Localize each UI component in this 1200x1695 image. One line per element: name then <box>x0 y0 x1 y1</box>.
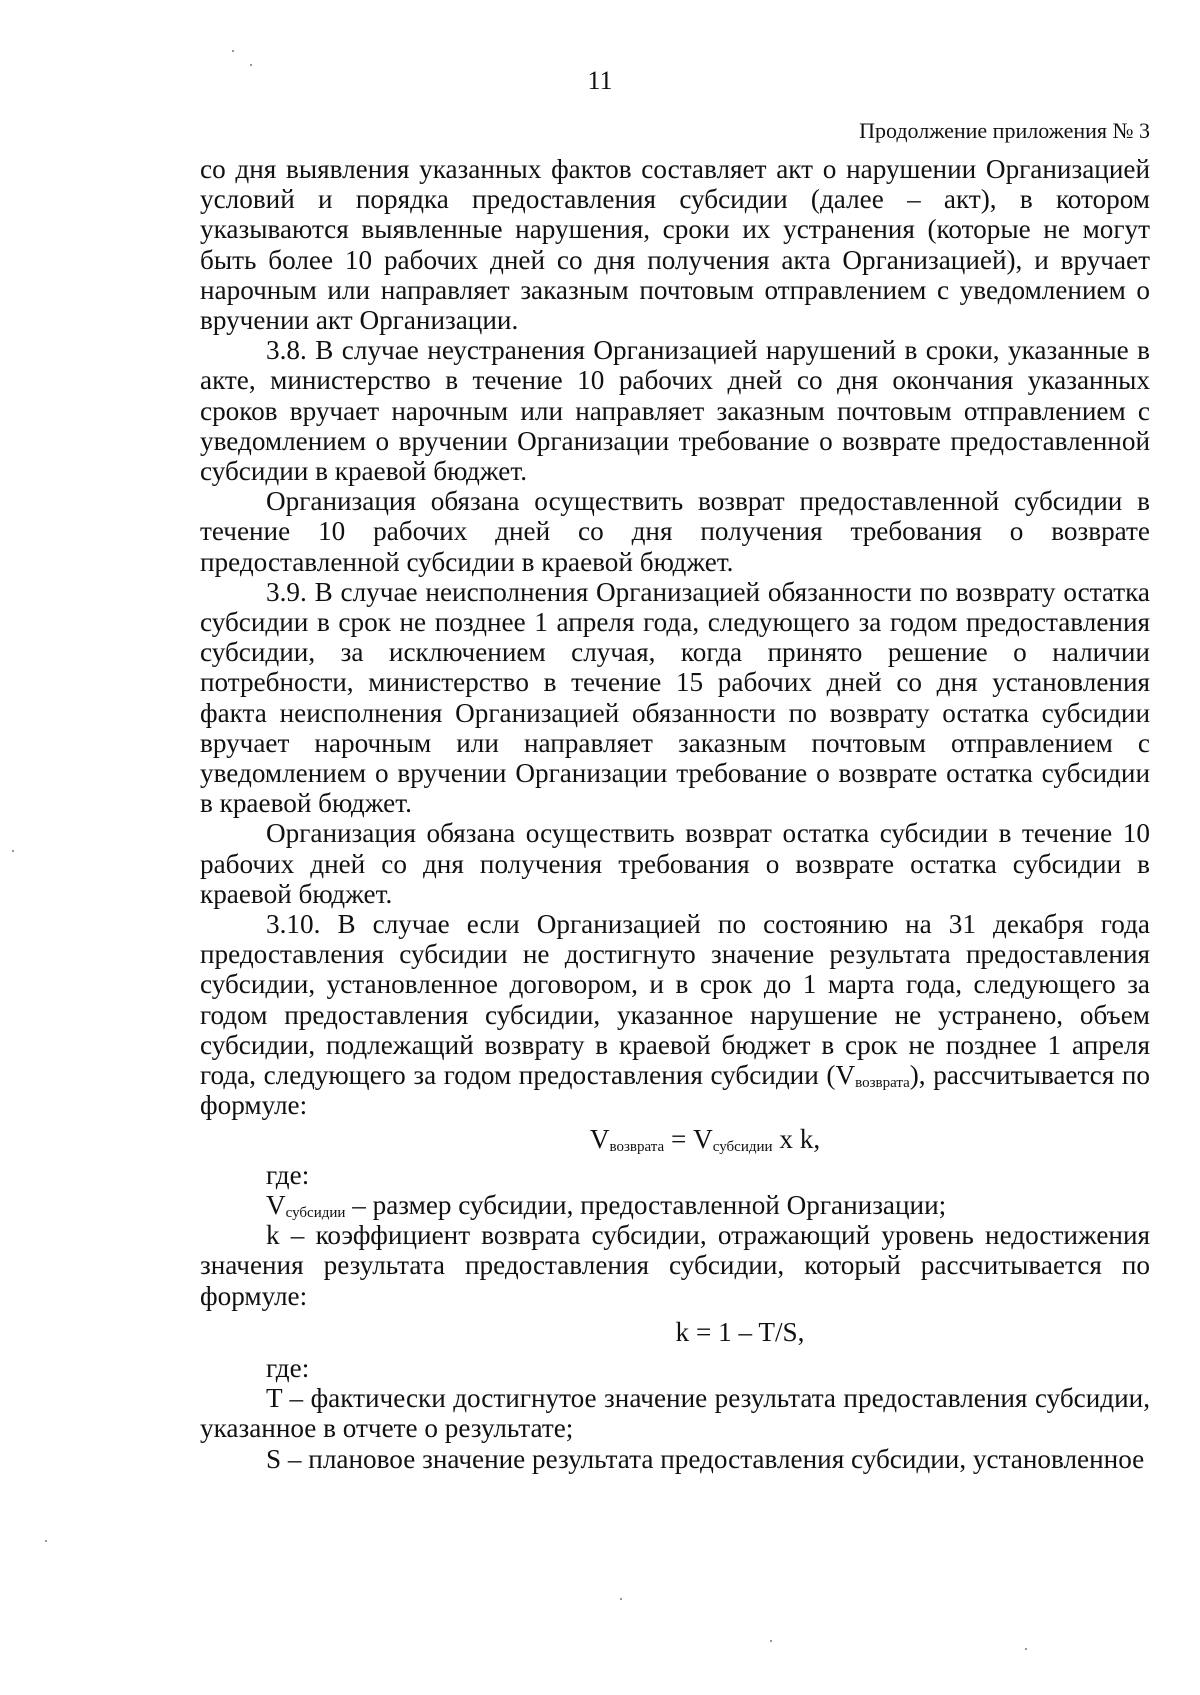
paragraph-act-violation: со дня выявления указанных фактов составляет акт о нарушении Организацией условий и порядка предоставления субсидии (далее – акт), в котором указываются выявленные нарушения, сроки их устранения (которые не могут быть более 10 рабочих дней со дня получения акта Организацией), и вручает нарочным или направляет заказным почтовым отправлением с уведомлением о вручении акт Организации. <box>200 154 1150 336</box>
v-return-subscript: возврата <box>855 1075 910 1092</box>
scan-speck <box>250 64 252 66</box>
scan-speck <box>12 850 14 852</box>
paragraph-3-10 <box>200 909 1150 1120</box>
formula-rhs-sub: субсидии <box>712 1138 773 1155</box>
where-label-1: где: <box>266 1159 310 1190</box>
definition-v-subsidy <box>200 1190 1150 1220</box>
scan-speck <box>620 1598 622 1600</box>
formula-rhs-var: V <box>693 1123 713 1154</box>
document-body <box>200 154 1150 1474</box>
definition-s: S – плановое значение результата предоставления субсидии, установленное <box>266 1443 1145 1474</box>
scan-speck <box>45 1540 47 1542</box>
v-return-symbol: V <box>835 1060 856 1091</box>
definition-k: k – коэффициент возврата субсидии, отражающий уровень недостижения значения результата предоставления субсидии, который рассчитывается по формуле: <box>200 1220 1150 1311</box>
page-number: 11 <box>587 66 613 95</box>
definition-t: T – фактически достигнутое значение результата предоставления субсидии, указанное в отчете о результате; <box>200 1383 1150 1444</box>
formula-v-return <box>200 1124 1150 1154</box>
paragraph-return-remainder: Организация обязана осуществить возврат остатка субсидии в течение 10 рабочих дней со дня получения требования о возврате остатка субсидии в краевой бюджет. <box>200 818 1150 909</box>
scan-speck <box>770 1640 772 1642</box>
paragraph-return-subsidy: Организация обязана осуществить возврат предоставленной субсидии в течение 10 рабочих дней со дня получения требования о возврате предоставленной субсидии в краевой бюджет. <box>200 486 1150 577</box>
formula-k: k = 1 – T/S, <box>675 1316 805 1347</box>
paragraph-3-10-tail: ), рассчитывается по формуле: <box>200 1060 1151 1121</box>
def-v-sub: субсидии <box>285 1204 346 1221</box>
def-v-text: – размер субсидии, предоставленной Организации; <box>345 1189 947 1220</box>
formula-lhs-sub: возврата <box>609 1138 665 1155</box>
def-v-var: V <box>266 1189 286 1220</box>
scan-speck <box>232 50 234 52</box>
paragraph-3-9: 3.9. В случае неисполнения Организацией обязанности по возврату остатка субсидии в срок не позднее 1 апреля года, следующего за годом предоставления субсидии, за исключением случая, когда принято решение о наличии потребности, министерство в течение 15 рабочих дней со дня установления факта неисполнения Организацией обязанности по возврату остатка субсидии вручает нарочным или направляет заказным почтовым отправлением с уведомлением о вручении Организации требование о возврате остатка субсидии в краевой бюджет. <box>200 576 1150 819</box>
formula-equals: = <box>664 1123 694 1154</box>
paragraph-3-10-text: 3.10. В случае если Организацией по состоянию на 31 декабря года предоставления субсидии не достигнуто значение результата предоставления субсидии, установленное договором, и в срок до 1 марта года, следующего за годом предоставления субсидии, указанное нарушение не устранено, объем субсидии, подлежащий возврату в краевой бюджет в срок не позднее 1 апреля года, следующего за годом предоставления субсидии ( <box>200 909 1150 1091</box>
scan-speck <box>1025 1648 1027 1650</box>
formula-lhs-var: V <box>589 1123 610 1154</box>
paragraph-3-8: 3.8. В случае неустранения Организацией нарушений в сроки, указанные в акте, министерство в течение 10 рабочих дней со дня окончания указанных сроков вручает нарочным или направляет заказным почтовым отправлением с уведомлением о вручении Организации требование о возврате предоставленной субсидии в краевой бюджет. <box>200 335 1150 487</box>
where-label-2: где: <box>266 1352 310 1383</box>
continuation-label: Продолжение приложения № 3 <box>859 118 1150 143</box>
formula-rhs-tail: x k, <box>772 1123 821 1154</box>
